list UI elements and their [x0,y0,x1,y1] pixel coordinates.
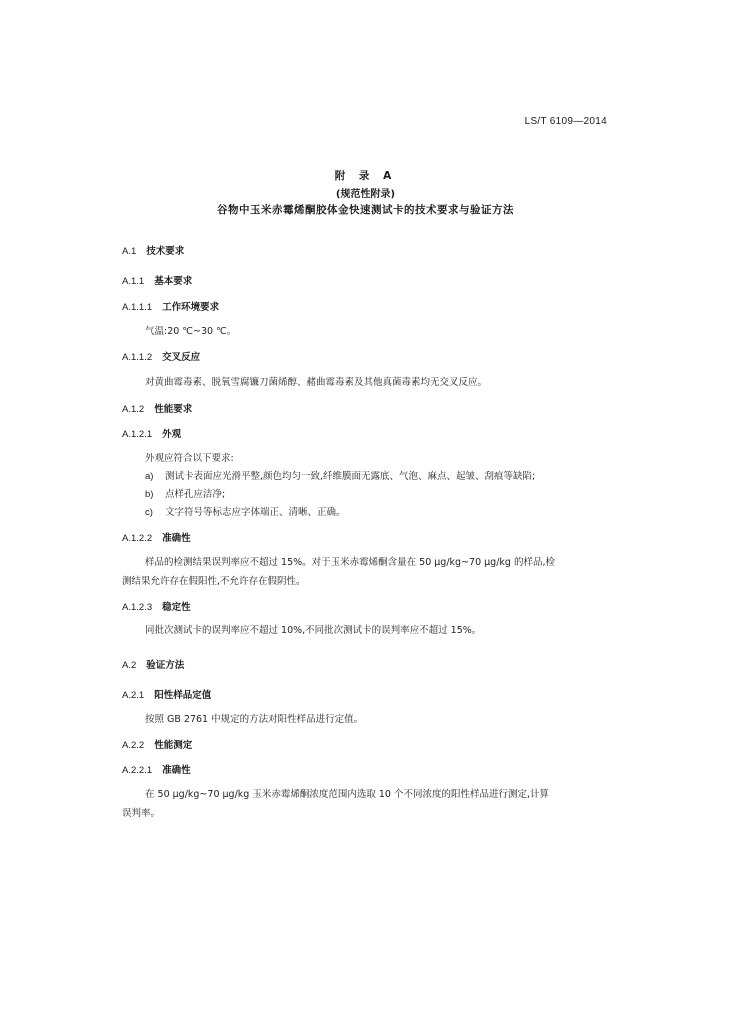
paragraph-accuracy-method-line2: 误判率。 [122,808,161,819]
heading-title: 准确性 [162,533,191,544]
heading-number: A.1.2 [122,404,145,415]
annex-type: (规范性附录) [335,189,396,200]
heading-a1-2-3 [122,599,191,613]
heading-number: A.1.2.1 [122,429,153,440]
heading-number: A.2.2.1 [122,765,153,776]
list-marker: a) [145,471,154,482]
heading-number: A.1.2.2 [122,533,153,544]
list-item [145,468,535,482]
heading-number: A.1.1.1 [122,302,153,313]
heading-number: A.2.1 [122,690,145,701]
list-marker: b) [145,489,154,500]
standard-code: LS/T 6109—2014 [524,116,607,127]
list-item [145,504,346,518]
paragraph-accuracy-method-line1: 在 50 μg/kg~70 μg/kg 玉米赤霉烯酮浓度范围内选取 10 个不同浓度的阳性样品进行测定,计算 [145,789,549,800]
paragraph-accuracy-line1: 样品的检测结果误判率应不超过 15%。对于玉米赤霉烯酮含量在 50 μg/kg~70 μg/kg 的样品,检 [145,557,555,568]
heading-a1-2-2 [122,530,191,544]
heading-a2-2-1 [122,762,191,776]
heading-a2 [122,657,184,671]
heading-number: A.2.2 [122,740,145,751]
list-text: 测试卡表面应光滑平整,颜色均匀一致,纤维膜面无露底、气泡、麻点、起皱、刮痕等缺陷; [165,471,536,482]
heading-title: 验证方法 [146,660,185,671]
heading-a1-2-1 [122,426,181,440]
heading-a2-2 [122,737,192,751]
heading-number: A.2 [122,660,137,671]
heading-a1-1-2 [122,349,200,363]
heading-title: 稳定性 [162,602,191,613]
heading-number: A.1.1.2 [122,352,153,363]
heading-number: A.1 [122,246,137,257]
heading-a1-1-1 [122,299,219,313]
list-text: 点样孔应洁净; [165,489,226,500]
heading-a1 [122,243,184,257]
heading-title: 准确性 [162,765,191,776]
heading-title: 性能要求 [154,404,193,415]
paragraph-temperature: 气温:20 ℃~30 ℃。 [145,326,237,337]
heading-number: A.1.1 [122,276,145,287]
annex-name: 谷物中玉米赤霉烯酮胶体金快速测试卡的技术要求与验证方法 [217,204,514,216]
list-marker: c) [145,507,153,518]
heading-title: 性能测定 [154,740,193,751]
annex-title: 附 录 A [334,170,397,182]
heading-title: 基本要求 [154,276,193,287]
heading-number: A.1.2.3 [122,602,153,613]
paragraph-stability: 同批次测试卡的误判率应不超过 10%,不同批次测试卡的误判率应不超过 15%。 [145,625,482,636]
list-item [145,486,225,500]
paragraph-accuracy-line2: 测结果允许存在假阳性,不允许存在假阴性。 [122,576,306,587]
heading-title: 技术要求 [146,246,185,257]
heading-title: 外观 [162,429,182,440]
paragraph-cross-reaction: 对黄曲霉毒素、脱氧雪腐镰刀菌烯醇、赭曲霉毒素及其他真菌毒素均无交叉反应。 [145,377,488,388]
heading-a2-1 [122,687,211,701]
paragraph-positive-sample: 按照 GB 2761 中规定的方法对阳性样品进行定值。 [145,714,364,725]
heading-title: 工作环境要求 [162,302,220,313]
paragraph-appearance-intro: 外观应符合以下要求: [145,453,234,464]
list-text: 文字符号等标志应字体端正、清晰、正确。 [165,507,346,518]
heading-a1-2 [122,401,192,415]
heading-title: 阳性样品定值 [154,690,212,701]
heading-a1-1 [122,273,192,287]
heading-title: 交叉反应 [162,352,201,363]
